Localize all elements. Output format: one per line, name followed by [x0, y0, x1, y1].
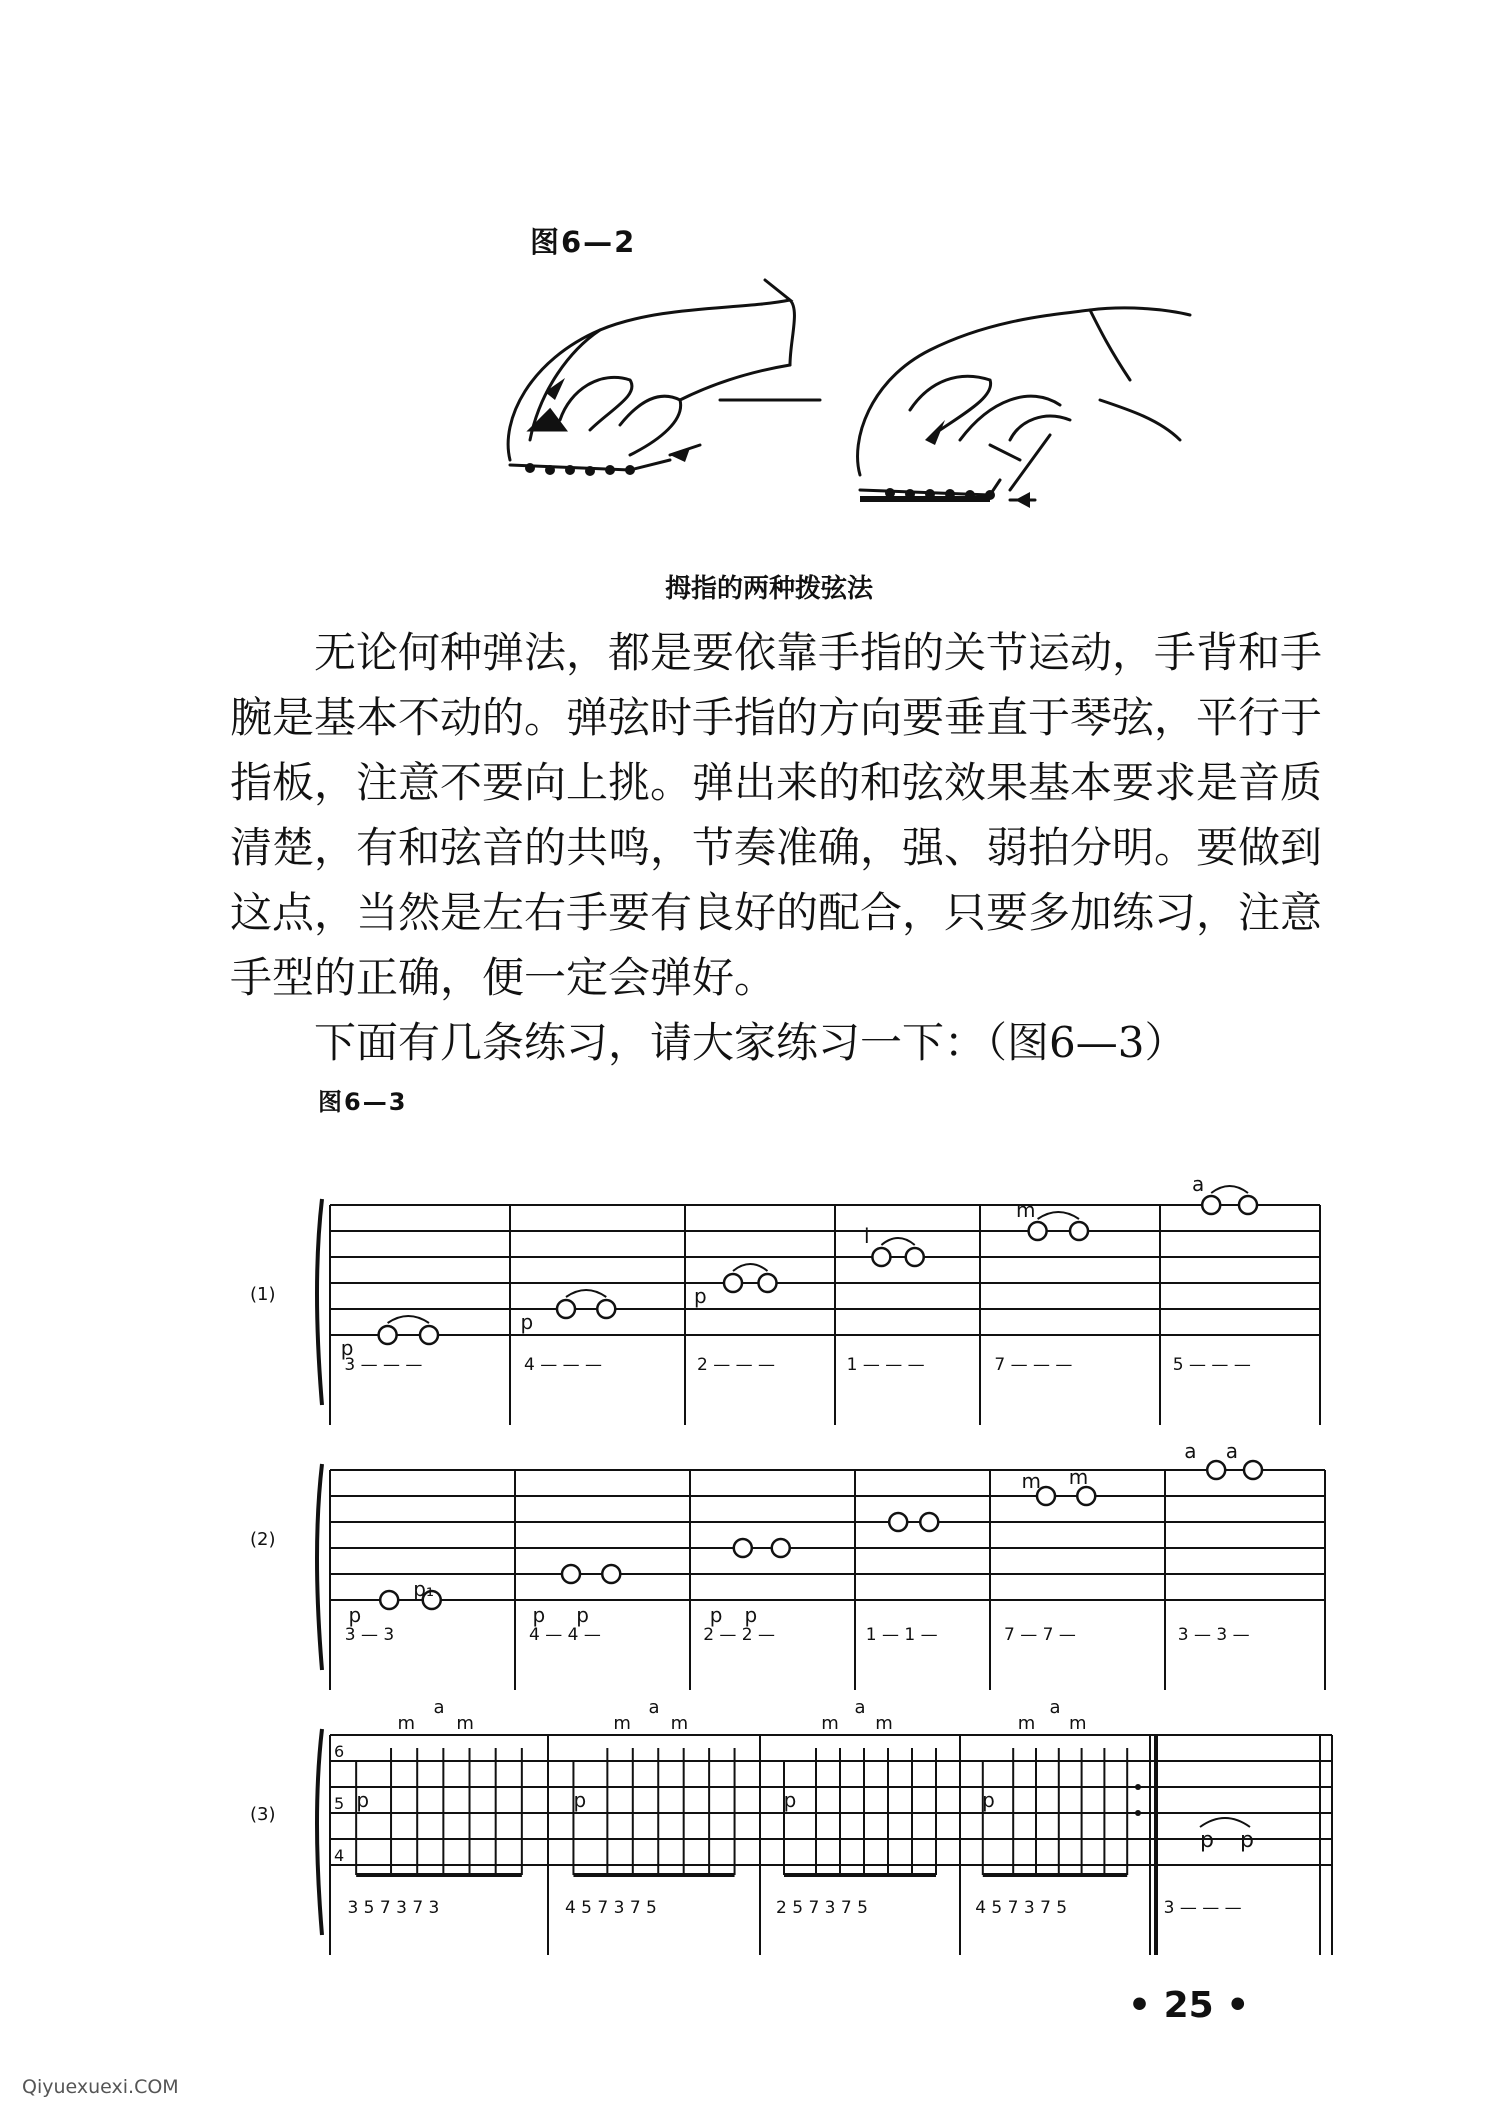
- count-number: 5 — — —: [1172, 1355, 1251, 1375]
- page-number-dot-left: •: [1128, 1985, 1152, 2026]
- finger-label: p: [573, 1788, 587, 1812]
- count-number: 7 — 7 —: [1004, 1625, 1076, 1645]
- finger-label: m: [875, 1713, 893, 1734]
- note-head: [1202, 1196, 1220, 1214]
- finger-label: p: [1200, 1828, 1214, 1853]
- count-number: 7 — — —: [994, 1355, 1073, 1375]
- count-number: 3 — 3: [344, 1625, 395, 1645]
- note-tie: [1200, 1818, 1250, 1827]
- note-head: [557, 1300, 575, 1318]
- finger-label: a: [433, 1697, 445, 1718]
- repeat-dot: [1135, 1810, 1141, 1816]
- string-marker: 5: [334, 1794, 345, 1813]
- count-number: 2 5 7 3 7 5: [776, 1898, 868, 1918]
- note-head: [889, 1513, 907, 1531]
- count-number: 3 5 7 3 7 3: [347, 1898, 440, 1918]
- page-number-dot-right: •: [1226, 1985, 1250, 2026]
- note-tie: [881, 1238, 914, 1245]
- exercise-row-label: (1): [250, 1284, 276, 1305]
- staff-bracket: [317, 1729, 322, 1935]
- finger-label: p: [744, 1603, 758, 1627]
- count-number: 4 — — —: [524, 1355, 603, 1375]
- finger-label: a: [854, 1697, 866, 1718]
- note-tie: [1211, 1186, 1248, 1193]
- note-head: [1207, 1461, 1225, 1479]
- finger-label: a: [1225, 1439, 1239, 1463]
- finger-label: p: [982, 1788, 995, 1812]
- finger-label: m: [1069, 1713, 1087, 1734]
- note-head: [872, 1248, 890, 1266]
- note-head: [1244, 1461, 1262, 1479]
- finger-label: p: [1240, 1828, 1254, 1853]
- finger-label: a: [648, 1697, 660, 1718]
- note-head: [724, 1274, 742, 1292]
- finger-label: p: [348, 1603, 362, 1627]
- finger-label: p: [783, 1788, 797, 1812]
- repeat-dot: [1135, 1784, 1141, 1790]
- note-tie: [1038, 1212, 1079, 1219]
- finger-label: p: [576, 1603, 589, 1627]
- finger-label: m: [670, 1713, 689, 1734]
- count-number: 1 — 1 —: [865, 1625, 938, 1645]
- finger-label: m: [397, 1713, 416, 1734]
- count-number: 4 5 7 3 7 5: [975, 1898, 1068, 1918]
- figure-6-3-label: 图6—3: [318, 1088, 408, 1116]
- paragraph-1: 无论何种弹法，都是要依靠手指的关节运动，手背和手腕是基本不动的。弹弦时手指的方向要垂直于琴弦，平行于指板，注意不要向上挑。弹出来的和弦效果基本要求是音质清楚，有和弦音的共鸣，节奏准确，强、弱拍分明。要做到这点，当然是左右手要有良好的配合，只要多加练习，注意手型的正确，便一定会弹好。: [230, 628, 1323, 1002]
- string-marker: 6: [334, 1742, 345, 1761]
- finger-label: p: [520, 1310, 534, 1334]
- count-number: 4 5 7 3 7 5: [564, 1898, 657, 1918]
- note-head: [759, 1274, 777, 1292]
- note-head: [420, 1326, 438, 1344]
- note-head: [602, 1565, 620, 1583]
- note-head: [906, 1248, 924, 1266]
- finger-label: a: [1184, 1439, 1197, 1463]
- count-number: 1 — — —: [846, 1355, 925, 1375]
- finger-label: m: [1021, 1469, 1041, 1493]
- staff-bracket: [317, 1464, 322, 1670]
- note-head: [734, 1539, 752, 1557]
- figure-6-2-caption: 拇指的两种拨弦法: [665, 574, 874, 604]
- finger-label: p: [532, 1603, 546, 1627]
- finger-label: m: [1016, 1198, 1036, 1222]
- note-head: [562, 1565, 580, 1583]
- finger-label: p₁: [413, 1577, 434, 1601]
- note-head: [920, 1513, 938, 1531]
- finger-label: p: [709, 1603, 723, 1627]
- note-head: [1077, 1487, 1095, 1505]
- paragraph-2: 下面有几条练习，请大家练习一下：（图6—3）: [314, 1018, 1187, 1067]
- note-tie: [733, 1264, 768, 1271]
- finger-label: a: [1192, 1172, 1205, 1196]
- finger-label: m: [821, 1713, 839, 1734]
- finger-label: m: [1068, 1465, 1089, 1489]
- note-head: [1070, 1222, 1088, 1240]
- finger-label: p: [340, 1336, 354, 1360]
- page-number-value: 25: [1163, 1985, 1214, 2026]
- count-number: 4 — 4 —: [529, 1625, 601, 1645]
- note-head: [379, 1326, 397, 1344]
- finger-label: m: [613, 1713, 631, 1734]
- string-marker: 4: [334, 1846, 345, 1865]
- exercise-row-label: (2): [250, 1529, 276, 1550]
- figure-6-2-label: 图6—2: [530, 225, 637, 259]
- note-head: [597, 1300, 615, 1318]
- finger-label: m: [1017, 1713, 1036, 1734]
- finger-label: a: [1049, 1697, 1061, 1718]
- note-head: [380, 1591, 398, 1609]
- finger-label: i: [864, 1224, 870, 1248]
- note-tie: [566, 1290, 606, 1297]
- count-number: 3 — — —: [344, 1355, 423, 1375]
- count-number: 3 — 3 —: [1177, 1625, 1250, 1645]
- finger-label: p: [694, 1284, 707, 1308]
- count-number: 2 — — —: [697, 1355, 776, 1375]
- count-number: 2 — 2 —: [703, 1625, 776, 1645]
- finger-label: p: [356, 1788, 370, 1812]
- page-number: [1128, 1985, 1249, 2026]
- finger-label: m: [456, 1713, 474, 1734]
- note-head: [1239, 1196, 1257, 1214]
- note-head: [1029, 1222, 1047, 1240]
- staff-bracket: [317, 1199, 322, 1405]
- site-watermark: Qiyuexuexi.COM: [22, 2076, 179, 2098]
- count-number: 3 — — —: [1163, 1898, 1242, 1918]
- note-tie: [388, 1316, 429, 1323]
- exercise-row-label: (3): [250, 1804, 276, 1825]
- note-head: [772, 1539, 790, 1557]
